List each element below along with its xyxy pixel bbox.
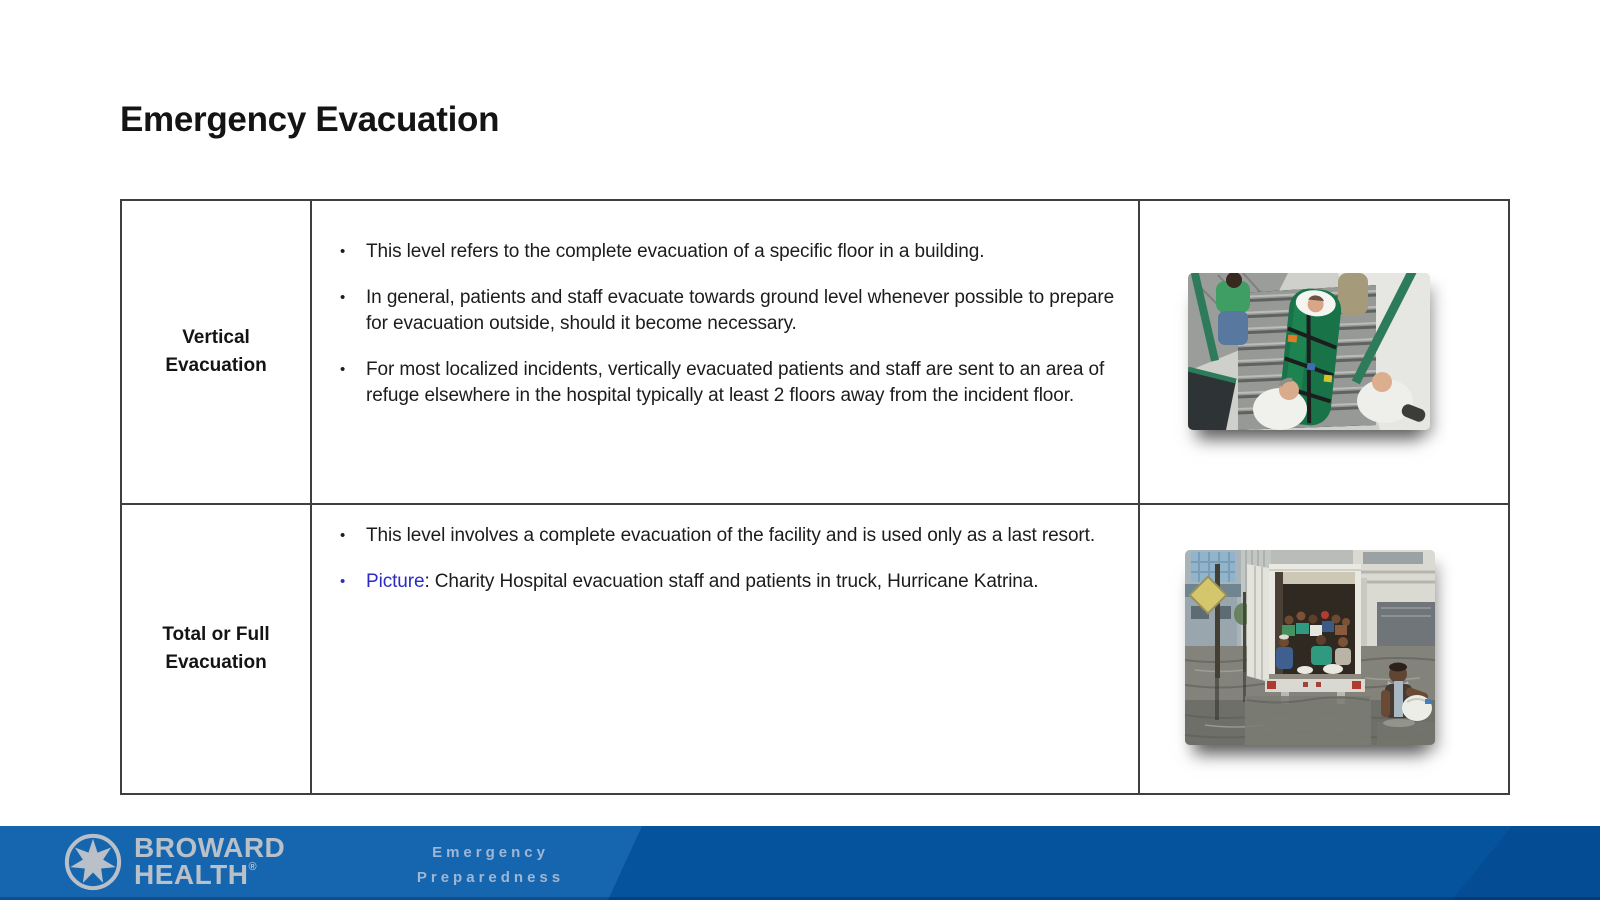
footer-band xyxy=(0,826,1600,900)
bullet-item xyxy=(340,285,1132,337)
row-label-text: Vertical Evacuation xyxy=(165,326,267,376)
bullet-text xyxy=(366,569,1038,595)
stairwell-evacuation-photo xyxy=(1188,273,1430,430)
tagline-line-1: Emergency xyxy=(432,844,549,861)
vertical-evacuation-bullet-list xyxy=(340,239,1132,409)
logo-line-1: BROWARD xyxy=(134,832,286,864)
bullet-item xyxy=(340,239,1132,265)
page-title: Emergency Evacuation xyxy=(120,100,500,139)
broward-health-star-icon xyxy=(64,833,122,891)
total-evacuation-bullet-list xyxy=(340,523,1132,595)
stairwell-evacuation-illustration xyxy=(1188,273,1430,430)
vertical-evacuation-photo-cell xyxy=(1140,201,1508,505)
footer-tagline xyxy=(388,841,593,891)
bullet-item xyxy=(340,357,1132,409)
bullet-icon: • xyxy=(340,573,346,590)
bullet-icon: • xyxy=(340,361,346,378)
picture-caption: : Charity Hospital evacuation staff and patients in truck, Hurricane Katrina. xyxy=(424,571,1039,592)
bullet-icon: • xyxy=(340,289,346,306)
tagline-line-2: Preparedness xyxy=(416,868,565,886)
row-label-total-or-full-evacuation xyxy=(122,505,312,793)
broward-health-logo xyxy=(64,833,285,891)
vertical-evacuation-description-cell xyxy=(312,201,1140,505)
evacuation-table xyxy=(120,199,1510,795)
logo-line-2: HEALTH® xyxy=(134,859,258,890)
bullet-item xyxy=(340,569,1132,595)
flood-truck-evacuation-illustration xyxy=(1185,550,1435,745)
bullet-text: This level involves a complete evacuation of the facility and is used only as a last resort. xyxy=(366,525,1096,546)
footer-dark-diagonal xyxy=(608,826,1600,900)
bullet-text: For most localized incidents, vertically evacuated patients and staff are sent to an area of refuge elsewhere in the hospital typically at least 2 floors away from the incident floor. xyxy=(366,359,1105,406)
total-evacuation-photo-cell xyxy=(1140,505,1508,793)
bullet-text: This level refers to the complete evacuation of a specific floor in a building. xyxy=(366,241,985,262)
total-evacuation-description-cell xyxy=(312,505,1140,793)
flood-truck-evacuation-photo xyxy=(1185,550,1435,745)
bullet-item xyxy=(340,523,1132,549)
row-label-text: Total or Full Evacuation xyxy=(162,623,270,673)
broward-health-wordmark xyxy=(134,832,286,890)
picture-label: Picture xyxy=(366,571,425,592)
bullet-text: In general, patients and staff evacuate towards ground level whenever possible to prepare for evacuation outside, should it become necessary. xyxy=(366,287,1115,334)
registered-mark: ® xyxy=(248,861,258,873)
bullet-icon: • xyxy=(340,243,346,260)
row-label-vertical-evacuation xyxy=(122,201,312,505)
bullet-icon: • xyxy=(340,527,346,544)
